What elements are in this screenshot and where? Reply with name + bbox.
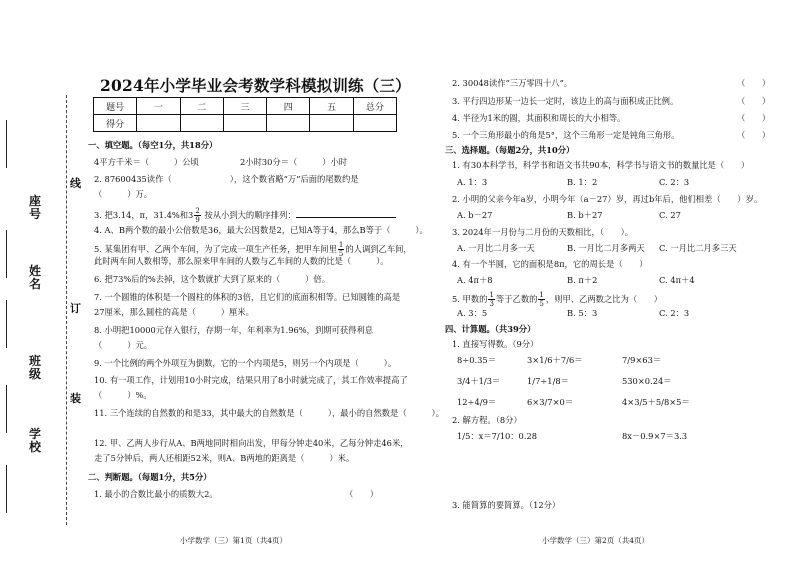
section-fill-blank: 一、填空题。（每空1分，共18分） <box>88 140 218 150</box>
judge-5: 5. 一个三角形最小的角是5°，这个三角形一定是钝角三角形。 <box>452 130 680 140</box>
choice-5-c[interactable]: C. 2：3 <box>659 308 690 318</box>
question-5-line2: 此时两车间人数相等，那么原来甲车间的人数与乙车间的人数的比是（ ）。 <box>94 256 389 266</box>
choice-4-c[interactable]: C. 4π＋4 <box>659 275 695 285</box>
choice-3-a[interactable]: A. 一月比二月多一天 <box>457 243 535 253</box>
question-2-line1: 2. 87600435读作（ ），这个数省略“万”后面的尾数约是 <box>94 174 359 184</box>
question-1: 4平方千米＝（ ）公顷 <box>94 157 199 167</box>
choice-5-b[interactable]: B. 5：3 <box>567 308 598 318</box>
exam-title: 2024年小学毕业会考数学科模拟训练（三） <box>100 76 411 95</box>
choice-1-a[interactable]: A. 1：3 <box>457 177 488 187</box>
choice-2-b[interactable]: B. b＋27 <box>567 210 603 220</box>
equation-1: 1/5：x＝7/10：0.28 <box>457 431 538 441</box>
question-5-line1: 5. 某集团有甲、乙两个车间，为了完成一项生产任务，把甲车间里 $\frac{1}{5}$ 的人调到乙车间， <box>94 241 412 258</box>
choice-2-a[interactable]: A. b－27 <box>457 210 493 220</box>
question-8-line2: （ ）元。 <box>94 340 153 350</box>
choice-4-b[interactable]: B. π＋2 <box>567 275 598 285</box>
page-footer-2: 小学数学（三）第2页（共4页） <box>542 536 650 545</box>
choice-1-b[interactable]: B. 1：2 <box>567 177 598 187</box>
field-seat: 座号 <box>28 194 41 221</box>
calc-item: 3×1/6＋7/6＝ <box>527 355 583 365</box>
binding-mark-ding: 订 <box>70 302 81 315</box>
score-table: 题号 一 二 三 四 五 总分 得分 <box>93 97 397 132</box>
section-choice: 三、选择题。（每题2分，共10分） <box>445 145 575 155</box>
score-cell[interactable] <box>267 115 310 132</box>
choice-3-c[interactable]: C. 一月比二月多三天 <box>659 243 737 253</box>
question-8-line1: 8. 小明把10000元存入银行，存期一年，年利率为1.96%，到期可获得利息 <box>94 325 374 335</box>
score-cell[interactable] <box>310 115 353 132</box>
calc-3-title: 3. 能简算的要简算。（12分） <box>452 500 561 510</box>
section-true-false: 二、判断题。（每题1分，共5分） <box>88 472 212 482</box>
choice-2-c[interactable]: C. 27 <box>659 210 681 220</box>
question-7-line2: 27厘米，那么圆柱的高是（ ）厘米。 <box>94 307 254 317</box>
calc-item: 1/7÷1/8＝ <box>527 376 569 386</box>
choice-5: 5. 甲数的 $\frac{1}{3}$ 等于乙数的 $\frac{1}{5}$ ，则甲、乙两数之比为（ ） <box>452 291 663 308</box>
calc-item: 6×3/7×0＝ <box>527 397 574 407</box>
calc-item: 3/4＋1/3＝ <box>457 376 501 386</box>
binding-margin <box>0 0 82 561</box>
judge-1: 1. 最小的合数比最小的质数大2。 <box>94 489 218 499</box>
score-cell[interactable] <box>223 115 266 132</box>
judge-3-paren[interactable]: （ ） <box>737 96 771 106</box>
judge-4-paren[interactable]: （ ） <box>737 113 771 123</box>
field-class: 班级 <box>28 354 41 381</box>
question-11: 11. 三个连续的自然数的和是33，其中最大的自然数是（ ），最小的自然数是（ ）。 <box>94 408 444 418</box>
calc-item: 530×0.24＝ <box>622 376 672 386</box>
question-3: 3. 把3.14，π，31.4%和3 $\frac{2}{9}$ 按从小到大的顺序排列： <box>94 207 396 224</box>
choice-4-a[interactable]: A. 4π＋8 <box>457 275 493 285</box>
question-1b: 2小时30分＝（ ）小时 <box>240 157 348 167</box>
score-cell[interactable] <box>137 115 180 132</box>
choice-3-b[interactable]: B. 一月比二月多两天 <box>567 243 645 253</box>
calc-item: 7/9×63＝ <box>622 355 662 365</box>
calc-1-title: 1. 直接写得数。（9分） <box>452 339 539 349</box>
question-6: 6. 把73%后的%去掉，这个数就扩大到了原来的（ ）倍。 <box>94 274 331 284</box>
equation-2: 8x－0.9×7＝3.3 <box>622 431 688 441</box>
calc-2-title: 2. 解方程。（8分） <box>452 415 522 425</box>
choice-4: 4. 有一个半圆，它的面积是8π，它的周长是（ ） <box>452 259 648 269</box>
question-4: 4. A、B两个数的最小公倍数是36，最大公因数是2，已知A等于4，那么B等于（ ）。 <box>94 225 428 235</box>
judge-1-paren[interactable]: （ ） <box>345 489 379 499</box>
judge-2: 2. 30048读作“三万零四十八”。 <box>452 78 573 88</box>
question-7-line1: 7. 一个圆锥的体积是一个圆柱的体积的3倍，且它们的底面积相等。已知圆锥的高是 <box>94 292 401 302</box>
section-calc: 四、计算题。（共39分） <box>445 324 536 334</box>
judge-5-paren[interactable]: （ ） <box>737 130 771 140</box>
field-name: 姓名 <box>28 264 41 291</box>
question-10-line2: （ ）%。 <box>94 390 152 400</box>
choice-1: 1. 有30本科学书，科学书和语文书共90本，科学书与语文书的数量比是（ ） <box>452 160 750 170</box>
page-footer-1: 小学数学（三）第1页（共4页） <box>180 536 288 545</box>
question-10-line1: 10. 有一项工作，计划用10小时完成，结果只用了8小时就完成了，其工作效率提高了 <box>94 375 408 385</box>
question-12-line1: 12. 甲、乙两人步行从A、B两地同时相向出发，甲每分钟走40米，乙每分钟走46米， <box>94 438 409 448</box>
field-school: 学校 <box>28 427 41 454</box>
binding-line <box>66 95 67 525</box>
page-2 <box>397 0 794 561</box>
score-cell[interactable] <box>353 115 396 132</box>
question-9: 9. 一个比例的两个外项互为倒数，它的一个内项是5，则另一个内项是（ ）。 <box>94 358 397 368</box>
choice-1-c[interactable]: C. 2：3 <box>659 177 690 187</box>
choice-3: 3. 2024年一月份与二月份的天数相比，（ ）。 <box>452 227 634 237</box>
binding-mark-zhuang: 装 <box>70 392 81 405</box>
question-2-line2: （ ）万。 <box>94 189 153 199</box>
score-cell[interactable] <box>180 115 223 132</box>
question-12-line2: 走了5分钟后，两人还相距52米，则A、B两地的距离是（ ）米。 <box>94 453 355 463</box>
calc-item: 8÷0.35＝ <box>457 355 497 365</box>
judge-2-paren[interactable]: （ ） <box>737 78 771 88</box>
choice-2: 2. 小明的父亲今年a岁，小明今年（a－27）岁，再过b年后，他们相差（ ）岁。 <box>452 194 763 204</box>
binding-mark-line: 线 <box>70 177 81 190</box>
calc-item: 12÷4/9＝ <box>457 397 497 407</box>
calc-item: 4×3/5＋5/8×5＝ <box>622 397 690 407</box>
judge-3: 3. 平行四边形某一边长一定时，该边上的高与面积成正比例。 <box>452 96 679 106</box>
judge-4: 4. 半径为1米的圆，其面积和周长的大小相等。 <box>452 113 626 123</box>
choice-5-a[interactable]: A. 3：5 <box>457 308 488 318</box>
